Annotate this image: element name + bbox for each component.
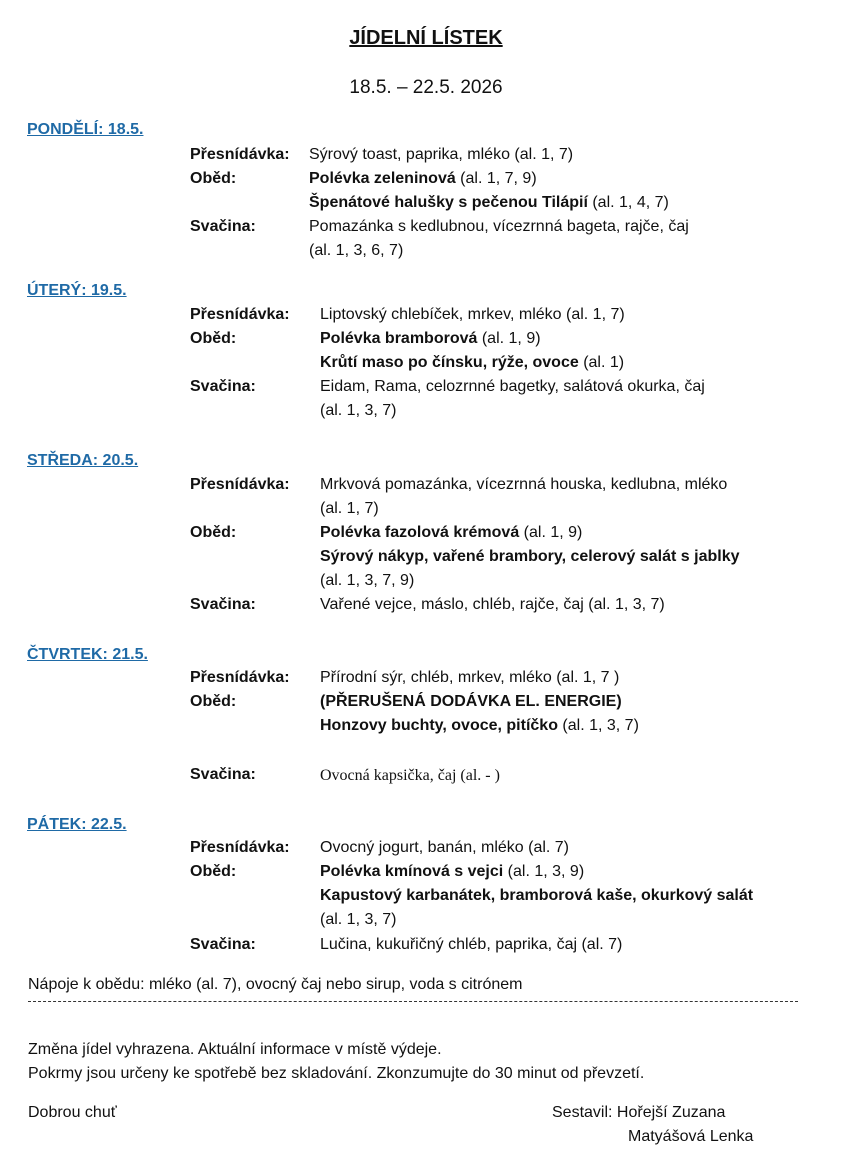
obed-soup-allergens: (al. 1, 9)	[519, 524, 583, 541]
label-obed: Oběd:	[190, 693, 237, 710]
obed-main-allergens: (al. 1, 3, 7, 9)	[320, 572, 415, 589]
obed-soup-allergens: (al. 1, 7, 9)	[455, 170, 537, 187]
obed-main-line	[309, 194, 669, 212]
obed-main-line	[320, 717, 639, 735]
obed-main-allergens: (al. 1, 3, 7)	[557, 717, 639, 734]
label-obed: Oběd:	[190, 524, 237, 541]
obed-main: Sýrový nákyp, vařené brambory, celerový salát s jablky	[320, 548, 740, 565]
obed-main: Honzovy buchty, ovoce, pitíčko	[320, 717, 558, 734]
label-svacina: Svačina:	[190, 936, 256, 953]
label-svacina: Svačina:	[190, 218, 256, 235]
svacina-text: Eidam, Rama, celozrnné bagetky, salátová okurka, čaj	[320, 378, 705, 395]
dashed-divider	[28, 1001, 798, 1002]
day-heading-tuesday: ÚTERÝ: 19.5.	[27, 282, 127, 299]
obed-soup: Polévka fazolová krémová	[320, 524, 520, 541]
obed-main: Krůtí maso po čínsku, rýže, ovoce	[320, 354, 579, 371]
label-presnidavka: Přesnídávka:	[190, 306, 290, 323]
label-obed: Oběd:	[190, 863, 237, 880]
presnidavka-allergens: (al. 1, 7)	[320, 500, 379, 517]
label-obed: Oběd:	[190, 330, 237, 347]
svacina-allergens: (al. 1, 3, 6, 7)	[309, 242, 404, 259]
svacina-text: Vařené vejce, máslo, chléb, rajče, čaj (al. 1, 3, 7)	[320, 596, 665, 613]
change-note: Změna jídel vyhrazena. Aktuální informace v místě výdeje.	[28, 1041, 442, 1058]
label-svacina: Svačina:	[190, 766, 256, 783]
obed-soup-line	[320, 330, 541, 348]
day-heading-friday: PÁTEK: 22.5.	[27, 816, 127, 833]
obed-main-allergens: (al. 1)	[578, 354, 625, 371]
obed-soup-allergens: (al. 1, 3, 9)	[503, 863, 585, 880]
presnidavka-text: Liptovský chlebíček, mrkev, mléko (al. 1, 7)	[320, 306, 625, 323]
obed-soup: Polévka kmínová s vejci	[320, 863, 504, 880]
label-obed: Oběd:	[190, 170, 237, 187]
day-heading-thursday: ČTVRTEK: 21.5.	[27, 646, 148, 663]
label-presnidavka: Přesnídávka:	[190, 476, 290, 493]
obed-main-line	[320, 354, 624, 372]
label-presnidavka: Přesnídávka:	[190, 669, 290, 686]
obed-notice: (PŘERUŠENÁ DODÁVKA EL. ENERGIE)	[320, 693, 622, 710]
svacina-allergens: (al. 1, 3, 7)	[320, 402, 397, 419]
label-presnidavka: Přesnídávka:	[190, 839, 290, 856]
author-1: Sestavil: Hořejší Zuzana	[552, 1104, 726, 1121]
greeting: Dobrou chuť	[28, 1104, 117, 1121]
svacina-text: Ovocná kapsička, čaj (al. - )	[320, 767, 500, 784]
label-svacina: Svačina:	[190, 378, 256, 395]
svacina-text: Pomazánka s kedlubnou, vícezrnná bageta, rajče, čaj	[309, 218, 689, 235]
presnidavka-text: Ovocný jogurt, banán, mléko (al. 7)	[320, 839, 570, 856]
date-range: 18.5. – 22.5. 2026	[349, 77, 503, 98]
svacina-text: Lučina, kukuřičný chléb, paprika, čaj (al. 7)	[320, 936, 623, 953]
page-title: JÍDELNÍ LÍSTEK	[349, 27, 503, 49]
obed-soup: Polévka zeleninová	[309, 170, 456, 187]
label-svacina: Svačina:	[190, 596, 256, 613]
consumption-note: Pokrmy jsou určeny ke spotřebě bez skladování. Zkonzumujte do 30 minut od převzetí.	[28, 1065, 645, 1082]
presnidavka-text: Sýrový toast, paprika, mléko (al. 1, 7)	[309, 146, 574, 163]
day-heading-monday: PONDĚLÍ: 18.5.	[27, 121, 144, 138]
author-2: Matyášová Lenka	[628, 1128, 754, 1145]
obed-main: Kapustový karbanátek, bramborová kaše, okurkový salát	[320, 887, 754, 904]
day-heading-wednesday: STŘEDA: 20.5.	[27, 452, 139, 469]
obed-soup-line	[320, 524, 582, 542]
obed-soup-line	[320, 863, 584, 881]
obed-main: Špenátové halušky s pečenou Tilápií	[309, 194, 588, 211]
obed-soup-line	[309, 170, 537, 188]
obed-soup: Polévka bramborová	[320, 330, 478, 347]
presnidavka-text: Přírodní sýr, chléb, mrkev, mléko (al. 1, 7 )	[320, 669, 620, 686]
obed-main-allergens: (al. 1, 3, 7)	[320, 911, 397, 928]
label-presnidavka: Přesnídávka:	[190, 146, 290, 163]
presnidavka-text: Mrkvová pomazánka, vícezrnná houska, kedlubna, mléko	[320, 476, 728, 493]
drinks-note: Nápoje k obědu: mléko (al. 7), ovocný čaj nebo sirup, voda s citrónem	[28, 976, 523, 993]
obed-main-allergens: (al. 1, 4, 7)	[587, 194, 669, 211]
obed-soup-allergens: (al. 1, 9)	[477, 330, 541, 347]
